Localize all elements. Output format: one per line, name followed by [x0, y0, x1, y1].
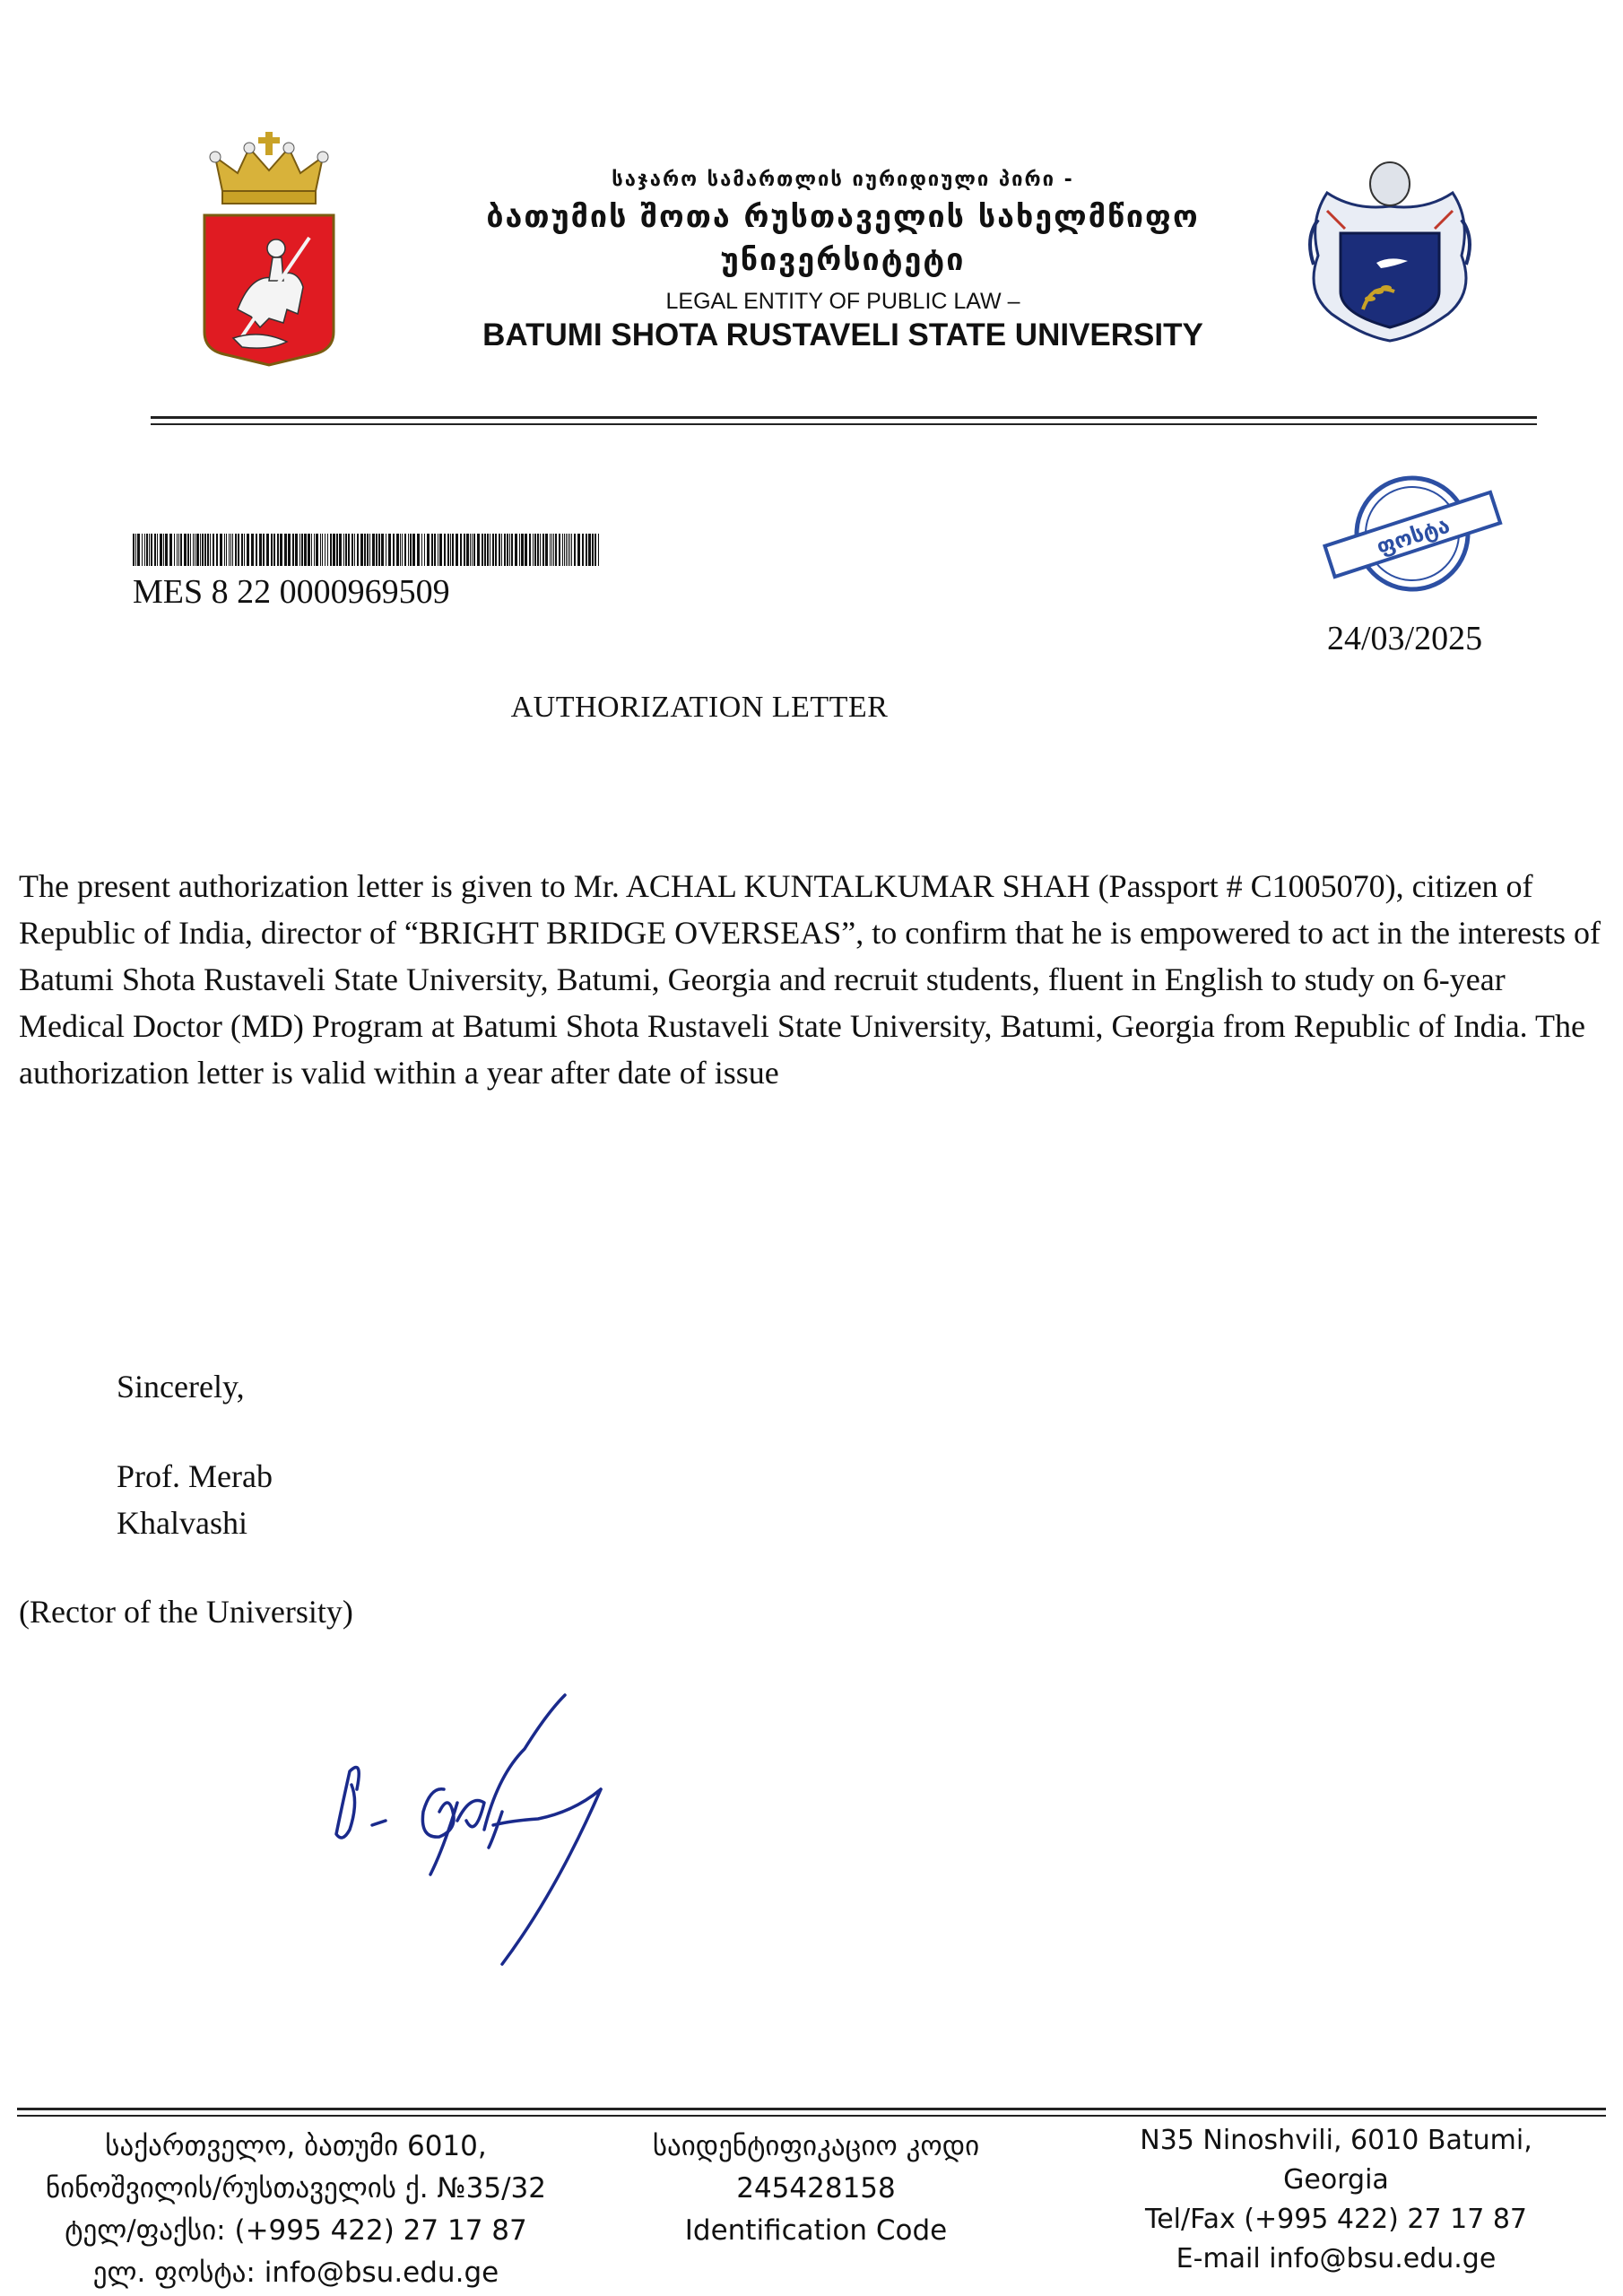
barcode-bar — [263, 534, 265, 566]
barcode-bar — [220, 534, 222, 566]
barcode-bar — [241, 534, 243, 566]
barcode-bar — [238, 534, 239, 566]
barcode-bar — [184, 534, 187, 566]
barcode-bar — [492, 534, 494, 566]
barcode-bar — [381, 534, 384, 566]
barcode-bar — [559, 534, 560, 566]
header-divider-secondary — [151, 423, 1537, 425]
barcode-bar — [431, 534, 433, 566]
barcode-bar — [339, 534, 342, 566]
barcode-bar — [151, 534, 152, 566]
barcode-bar — [577, 534, 580, 566]
barcode-bar — [364, 534, 366, 566]
barcode-bar — [216, 534, 218, 566]
barcode-bar — [501, 534, 502, 566]
header-georgian-line-3: უნივერსიტეტი — [720, 242, 966, 278]
barcode-bar — [178, 534, 179, 566]
barcode-bar — [154, 534, 156, 566]
barcode-bar — [210, 534, 211, 566]
header-english-line-1: LEGAL ENTITY OF PUBLIC LAW – — [665, 289, 1020, 314]
barcode-bar — [273, 534, 275, 566]
barcode-bar — [562, 534, 563, 566]
barcode-bar — [314, 534, 315, 566]
header-georgian-line-2: ბათუმის შოთა რუსთაველის სახელმწიფო — [486, 199, 1200, 235]
barcode-bar — [396, 534, 399, 566]
barcode-bar — [213, 534, 214, 566]
barcode-bar — [388, 534, 391, 566]
signer-name-line-2: Khalvashi — [117, 1505, 247, 1541]
footer-address-english — [1067, 2121, 1605, 2279]
barcode-bar — [200, 534, 201, 566]
barcode-bar — [229, 534, 230, 566]
barcode-bar — [444, 534, 446, 566]
letter-body: The present authorization letter is given to Mr. ACHAL KUNTALKUMAR SHAH (Passport # C1005070), citizen of Republic of India, director of “BRIGHT BRIDGE OVERSEAS”, to confirm that he is empowered to act in the interests of Batumi Shota Rustaveli State University, Batumi, Georgia and recruit students, fluent in English to study on 6-year Medical Doctor (MD) Program at Batumi Shota Rustaveli State University, Batumi, Georgia from Republic of India. The authorization letter is valid within a year after date of issue — [19, 868, 1601, 1091]
barcode-bar — [357, 534, 359, 566]
barcode-bar — [466, 534, 469, 566]
university-emblem-logo — [1291, 157, 1488, 354]
barcode-bar — [320, 534, 321, 566]
barcode-bar — [586, 534, 587, 566]
footer-left-line: ტელ/ფაქსი: (+995 422) 27 17 87 — [65, 2214, 527, 2247]
barcode-bar — [187, 534, 189, 566]
barcode-bar — [304, 534, 307, 566]
barcode-bar — [450, 534, 451, 566]
document-title: AUTHORIZATION LETTER — [510, 691, 889, 724]
barcode-bar — [534, 534, 536, 566]
barcode-bar — [542, 534, 544, 566]
barcode-bar — [169, 534, 172, 566]
barcode-bar — [295, 534, 298, 566]
barcode-bar — [160, 534, 162, 566]
barcode-bar — [447, 534, 449, 566]
barcode-bar — [504, 534, 506, 566]
barcode-bar — [376, 534, 378, 566]
barcode-bar — [235, 534, 237, 566]
footer-identification-code — [592, 2126, 1040, 2252]
barcode-bar — [509, 534, 510, 566]
closing-salutation: Sincerely, — [117, 1369, 245, 1405]
barcode-bar — [571, 534, 572, 566]
barcode-bar — [515, 534, 517, 566]
barcode-bar — [525, 534, 527, 566]
footer-left-line: ელ. ფოსტა: info@bsu.edu.ge — [92, 2257, 499, 2289]
barcode-bar — [511, 534, 513, 566]
handwritten-signature — [323, 1686, 744, 1973]
barcode-bar — [204, 534, 206, 566]
barcode-bar — [354, 534, 355, 566]
barcode-bar — [345, 534, 347, 566]
barcode-bar — [582, 534, 584, 566]
barcode-bar — [519, 534, 520, 566]
barcode-bar — [588, 534, 591, 566]
barcode-bar — [421, 534, 422, 566]
barcode-bar — [427, 534, 430, 566]
letter-date: 24/03/2025 — [1327, 620, 1483, 657]
barcode-bar — [410, 534, 412, 566]
barcode-bar — [537, 534, 539, 566]
barcode-bar — [452, 534, 454, 566]
barcode-bar — [456, 534, 458, 566]
barcode-bar — [224, 534, 225, 566]
barcode-bar — [408, 534, 409, 566]
barcode-bar — [271, 534, 273, 566]
barcode-bar — [190, 534, 191, 566]
barcode-bar — [135, 534, 136, 566]
barcode-bar — [551, 534, 552, 566]
barcode-bar — [595, 534, 596, 566]
barcode-bar — [311, 534, 312, 566]
barcode-bar — [540, 534, 541, 566]
barcode-bar — [553, 534, 554, 566]
barcode-bar — [336, 534, 338, 566]
footer-divider-secondary — [17, 2115, 1606, 2117]
footer-divider — [17, 2108, 1606, 2110]
barcode-bar — [251, 534, 254, 566]
barcode-bar — [507, 534, 508, 566]
footer-mid-line: საიდენტიფიკაციო კოდი — [652, 2130, 980, 2162]
barcode-bar — [259, 534, 262, 566]
signer-role: (Rector of the University) — [19, 1594, 353, 1630]
barcode-bar — [352, 534, 353, 566]
barcode-bar — [330, 534, 332, 566]
signer-name-line-1: Prof. Merab — [117, 1458, 273, 1494]
barcode-bar — [299, 534, 300, 566]
barcode-bar — [369, 534, 370, 566]
barcode-bar — [247, 534, 249, 566]
footer-right-line: Tel/Fax (+995 422) 27 17 87 — [1144, 2204, 1528, 2235]
barcode-bar — [193, 534, 194, 566]
barcode-bar — [487, 534, 489, 566]
barcode-bar — [348, 534, 350, 566]
barcode-bar — [434, 534, 436, 566]
barcode-bar — [180, 534, 182, 566]
barcode-bar — [146, 534, 148, 566]
barcode-bar — [149, 534, 150, 566]
barcode-bar — [137, 534, 140, 566]
barcode-bar — [574, 534, 576, 566]
barcode-bar — [284, 534, 287, 566]
barcode-bar — [157, 534, 158, 566]
footer-right-line: E-mail info@bsu.edu.ge — [1176, 2243, 1497, 2274]
barcode-bar — [288, 534, 291, 566]
barcode-bar — [477, 534, 480, 566]
barcode-bar — [566, 534, 567, 566]
header-university-name: BATUMI SHOTA RUSTAVELI STATE UNIVERSITY — [482, 317, 1203, 352]
barcode-bar — [529, 534, 531, 566]
barcode-bar — [424, 534, 425, 566]
barcode-bar — [343, 534, 344, 566]
barcode-bar — [360, 534, 363, 566]
header-georgian-line-1: საჯარო სამართლის იურიდიული პირი - — [612, 169, 1074, 191]
barcode-bar — [266, 534, 269, 566]
barcode-bar — [417, 534, 420, 566]
barcode-bar — [207, 534, 209, 566]
barcode-bar — [133, 534, 135, 566]
footer-right-line: Georgia — [1283, 2164, 1389, 2196]
barcode-bar — [333, 534, 335, 566]
stamp-label: ფოსტა — [1373, 512, 1454, 561]
header-divider — [151, 416, 1537, 419]
barcode-bar — [202, 534, 204, 566]
footer-address-georgian — [18, 2126, 574, 2294]
georgia-coat-of-arms-logo — [197, 130, 341, 372]
barcode-bar — [244, 534, 245, 566]
barcode-bar — [472, 534, 473, 566]
barcode-bar — [280, 534, 282, 566]
barcode-bar — [484, 534, 486, 566]
barcode-bar — [316, 534, 318, 566]
barcode-bar — [402, 534, 403, 566]
barcode-bar — [564, 534, 565, 566]
barcode-bar — [230, 534, 231, 566]
barcode-bar — [292, 534, 294, 566]
barcode-bar — [327, 534, 328, 566]
barcode-bar — [277, 534, 279, 566]
barcode-bar — [521, 534, 524, 566]
barcode-bar — [322, 534, 323, 566]
barcode-bar — [470, 534, 471, 566]
barcode-bar — [545, 534, 548, 566]
barcode-bar — [165, 534, 168, 566]
barcode — [133, 534, 601, 566]
barcode-bar — [569, 534, 570, 566]
barcode-bar — [598, 534, 599, 566]
barcode-bar — [495, 534, 497, 566]
barcode-bar — [301, 534, 303, 566]
barcode-bar — [400, 534, 401, 566]
barcode-bar — [533, 534, 534, 566]
barcode-bar — [308, 534, 310, 566]
barcode-bar — [177, 534, 178, 566]
barcode-bar — [555, 534, 557, 566]
barcode-bar — [404, 534, 406, 566]
reference-number: MES 8 22 0000969509 — [133, 573, 450, 611]
barcode-bar — [226, 534, 227, 566]
footer-left-line: საქართველო, ბათუმი 6010, — [105, 2130, 487, 2162]
barcode-bar — [378, 534, 380, 566]
barcode-bar — [163, 534, 164, 566]
barcode-bar — [144, 534, 145, 566]
barcode-bar — [256, 534, 257, 566]
barcode-bar — [473, 534, 475, 566]
barcode-bar — [196, 534, 199, 566]
footer-right-line: N35 Ninoshvili, 6010 Batumi, — [1140, 2125, 1532, 2156]
barcode-bar — [232, 534, 233, 566]
barcode-bar — [460, 534, 462, 566]
postal-stamp — [1318, 466, 1506, 601]
footer-mid-line: Identification Code — [684, 2214, 948, 2247]
barcode-bar — [174, 534, 175, 566]
barcode-bar — [482, 534, 483, 566]
barcode-bar — [550, 534, 551, 566]
footer-left-line: ნინოშვილის/რუსთაველის ქ. №35/32 — [45, 2172, 546, 2205]
barcode-bar — [439, 534, 442, 566]
barcode-bar — [142, 534, 143, 566]
barcode-bar — [412, 534, 415, 566]
barcode-bar — [367, 534, 369, 566]
barcode-bar — [464, 534, 465, 566]
barcode-bar — [592, 534, 594, 566]
barcode-bar — [393, 534, 395, 566]
barcode-bar — [372, 534, 375, 566]
barcode-bar — [499, 534, 500, 566]
footer-mid-line: 245428158 — [736, 2172, 896, 2205]
